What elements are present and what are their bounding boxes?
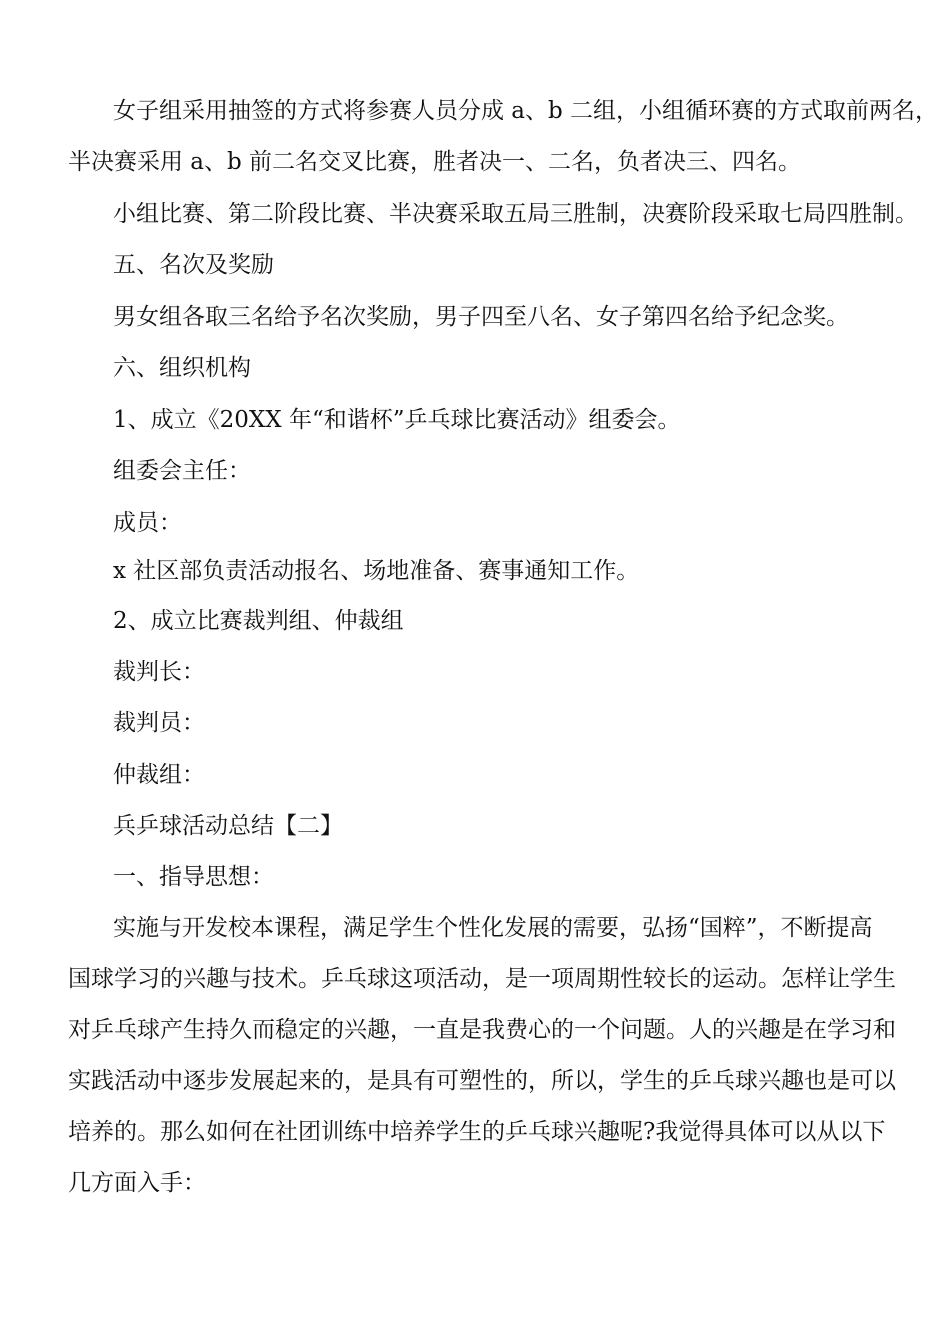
paragraph-line: 国球学习的兴趣与技术。乒乓球这项活动，是一项周期性较长的运动。怎样让学生 (68, 966, 896, 992)
paragraph-line: 成员： (113, 510, 182, 536)
section-heading: 一、指导思想： (113, 864, 274, 890)
paragraph-line: x 社区部负责活动报名、场地准备、赛事通知工作。 (113, 558, 640, 584)
section-heading: 兵乒球活动总结【二】 (113, 813, 343, 839)
paragraph-line: 裁判员： (113, 710, 205, 736)
section-heading: 五、名次及奖励 (113, 252, 274, 278)
paragraph-line: 仲裁组： (113, 762, 205, 788)
paragraph-line: 1、成立《20XX 年“和谐杯”乒乓球比赛活动》组委会。 (113, 407, 681, 433)
paragraph-line: 半决赛采用 a、b 前二名交叉比赛，胜者决一、二名，负者决三、四名。 (68, 149, 802, 175)
paragraph-line: 2、成立比赛裁判组、仲裁组 (113, 608, 404, 634)
paragraph-line: 实施与开发校本课程，满足学生个性化发展的需要，弘扬“国粹”，不断提高 (113, 915, 873, 941)
paragraph-line: 小组比赛、第二阶段比赛、半决赛采取五局三胜制，决赛阶段采取七局四胜制。 (113, 201, 918, 227)
paragraph-line: 组委会主任： (113, 458, 251, 484)
paragraph-line: 女子组采用抽签的方式将参赛人员分成 a、b 二组，小组循环赛的方式取前两名， (113, 98, 939, 124)
paragraph-line: 培养的。那么如何在社团训练中培养学生的乒乓球兴趣呢?我觉得具体可以从以下 (68, 1119, 886, 1145)
paragraph-line: 裁判长： (113, 659, 205, 685)
paragraph-line: 对乒乓球产生持久而稳定的兴趣，一直是我费心的一个问题。人的兴趣是在学习和 (68, 1017, 896, 1043)
paragraph-line: 实践活动中逐步发展起来的，是具有可塑性的，所以，学生的乒乓球兴趣也是可以 (68, 1068, 896, 1094)
section-heading: 六、组织机构 (113, 355, 251, 381)
paragraph-line: 男女组各取三名给予名次奖励，男子四至八名、女子第四名给予纪念奖。 (113, 304, 849, 330)
paragraph-line: 几方面入手： (68, 1170, 206, 1196)
